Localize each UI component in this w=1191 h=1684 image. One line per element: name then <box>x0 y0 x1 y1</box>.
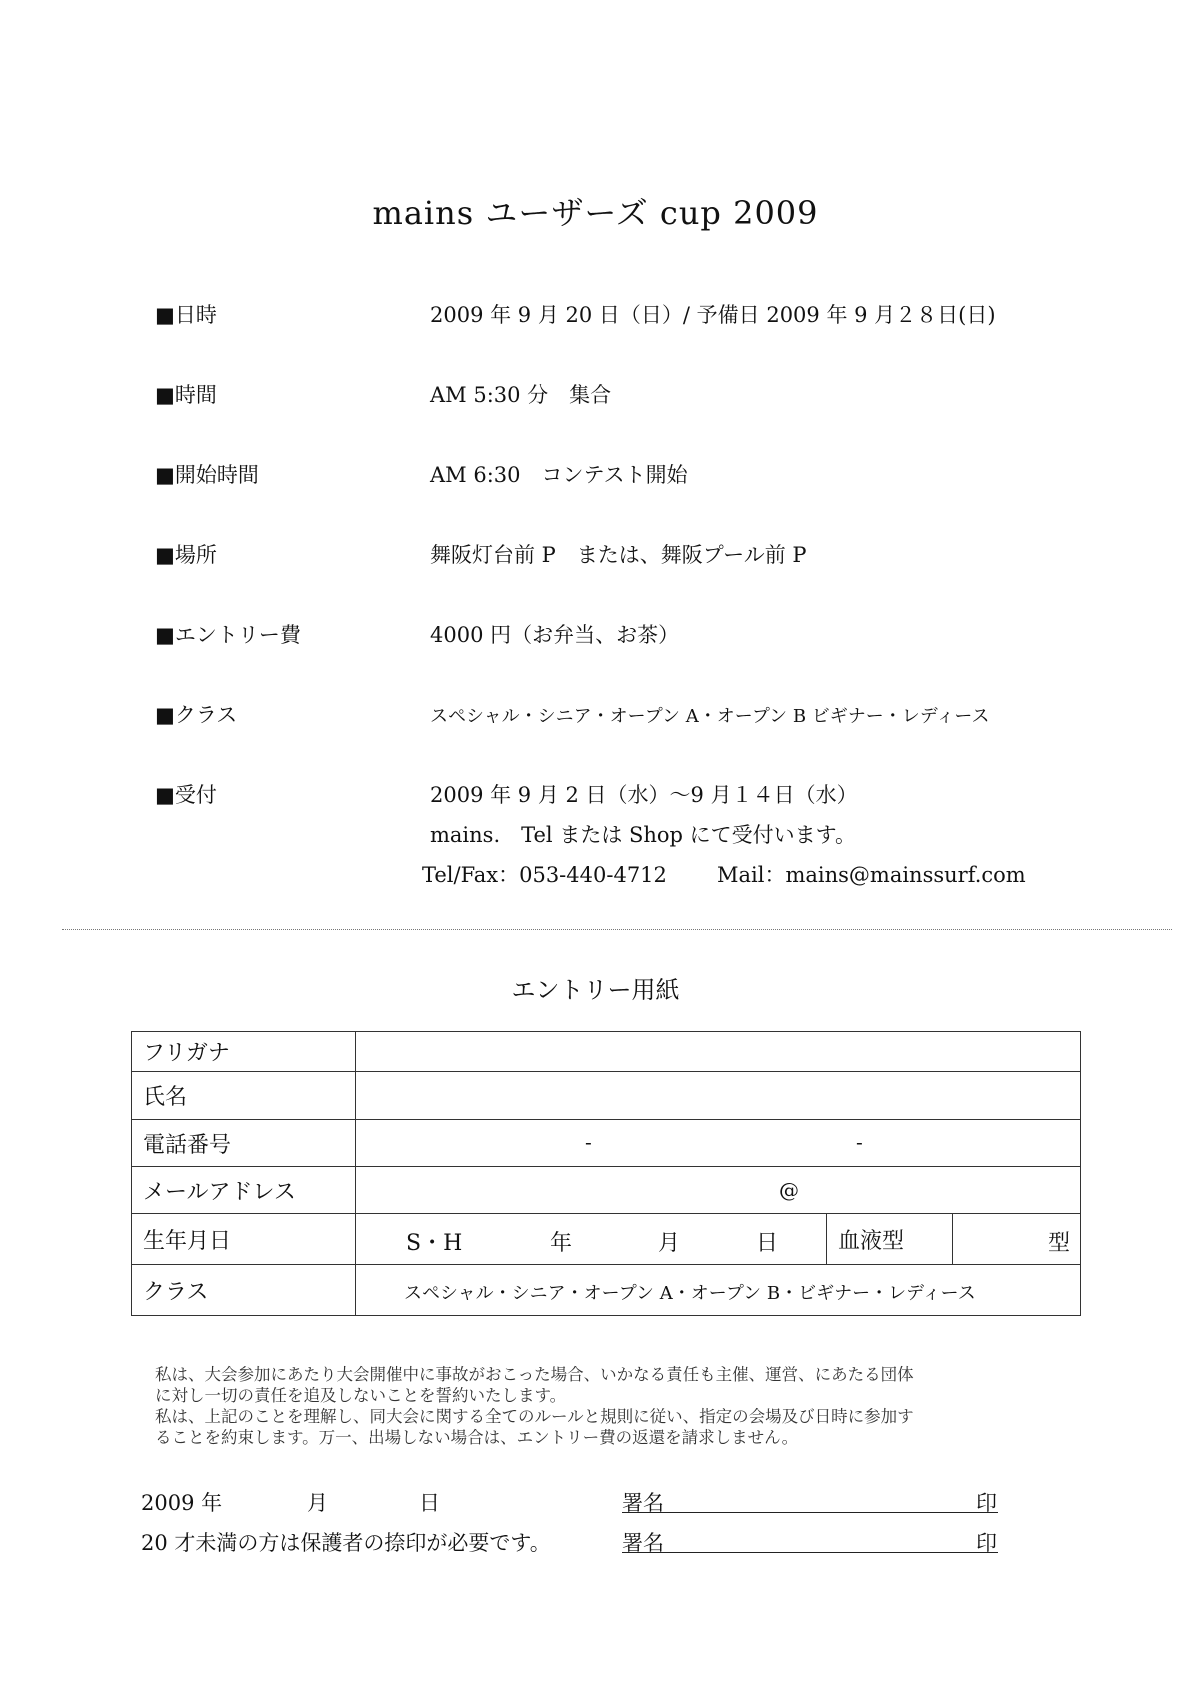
signature-line[interactable] <box>622 1512 998 1513</box>
table-row <box>132 1120 1081 1167</box>
email-at-sign: @ <box>779 1178 799 1202</box>
furigana-field[interactable] <box>356 1032 1081 1072</box>
era-label: S・H <box>406 1231 463 1256</box>
phone-field[interactable] <box>356 1120 1081 1167</box>
start-time-value: AM 6:30 コンテスト開始 <box>430 463 688 487</box>
name-label: 氏名 <box>132 1072 356 1120</box>
disclaimer-line: に対し一切の責任を追及しないことを誓約いたします。 <box>155 1386 567 1405</box>
footer-year: 2009 年 <box>141 1491 223 1515</box>
table-row <box>132 1167 1081 1214</box>
phone-separator: - <box>856 1130 863 1154</box>
time-label: ■時間 <box>155 383 217 407</box>
class-value: スペシャル・シニア・オープン A・オープン B ビギナー・レディース <box>430 706 990 727</box>
blood-type-label: 血液型 <box>827 1214 953 1265</box>
start-time-label: ■開始時間 <box>155 463 259 487</box>
birthdate-field[interactable] <box>356 1214 827 1265</box>
entry-fee-value: 4000 円（お弁当、お茶） <box>430 623 680 647</box>
table-row <box>132 1265 1081 1316</box>
class-label: ■クラス <box>155 703 238 727</box>
entry-form-table <box>131 1031 1081 1316</box>
disclaimer-line: 私は、上記のことを理解し、同大会に関する全てのルールと規則に従い、指定の会場及び日時に参加す <box>155 1407 914 1426</box>
reception-label: ■受付 <box>155 783 217 807</box>
guardian-seal-mark: 印 <box>976 1531 997 1555</box>
guardian-signature-label: 署名 <box>622 1531 664 1555</box>
month-label: 月 <box>658 1231 681 1256</box>
guardian-note: 20 才未満の方は保護者の捺印が必要です。 <box>141 1531 551 1555</box>
entry-form-title: エントリー用紙 <box>511 976 680 1004</box>
furigana-label: フリガナ <box>132 1032 356 1072</box>
class-options-field[interactable] <box>356 1265 1081 1316</box>
disclaimer-line: 私は、大会参加にあたり大会開催中に事故がおこった場合、いかなる責任も主催、運営、にあたる団体 <box>155 1365 914 1384</box>
place-value: 舞阪灯台前 P または、舞阪プール前 P <box>430 543 807 567</box>
cut-line-divider <box>62 929 1172 930</box>
table-row <box>132 1072 1081 1120</box>
blood-type-suffix: 型 <box>1047 1231 1070 1256</box>
footer-day: 日 <box>419 1491 440 1515</box>
disclaimer-line: ることを約束します。万一、出場しない場合は、エントリー費の返還を請求しません。 <box>155 1428 799 1447</box>
footer-month: 月 <box>307 1491 328 1515</box>
blood-type-field[interactable] <box>953 1214 1081 1265</box>
place-label: ■場所 <box>155 543 217 567</box>
time-value: AM 5:30 分 集合 <box>430 383 612 407</box>
phone-label: 電話番号 <box>132 1120 356 1167</box>
year-label: 年 <box>550 1231 573 1256</box>
phone-separator: - <box>585 1130 592 1154</box>
email-field[interactable] <box>356 1167 1081 1214</box>
date-label: ■日時 <box>155 303 217 327</box>
day-label: 日 <box>756 1231 779 1256</box>
class-options: スペシャル・シニア・オープン A・オープン B・ビギナー・レディース <box>404 1283 976 1304</box>
disclaimer-text <box>155 1364 914 1448</box>
reception-method: mains. Tel または Shop にて受付います。 <box>430 823 856 847</box>
table-row <box>132 1032 1081 1072</box>
birthdate-label: 生年月日 <box>132 1214 356 1265</box>
table-row <box>132 1214 1081 1265</box>
reception-value: 2009 年 9 月 2 日（水）～9 月１４日（水） <box>430 783 858 807</box>
page-title: mains ユーザーズ cup 2009 <box>372 194 819 232</box>
name-field[interactable] <box>356 1072 1081 1120</box>
entry-fee-label: ■エントリー費 <box>155 623 301 647</box>
signature-label: 署名 <box>622 1491 664 1515</box>
date-value: 2009 年 9 月 20 日（日）/ 予備日 2009 年 9 月２８日(日) <box>430 303 996 327</box>
contact-tel: Tel/Fax：053-440-4712 <box>422 863 667 887</box>
contact-mail: Mail：mains@mainssurf.com <box>717 863 1026 887</box>
guardian-signature-line[interactable] <box>622 1552 998 1553</box>
email-label: メールアドレス <box>132 1167 356 1214</box>
class-field-label: クラス <box>132 1265 356 1316</box>
seal-mark: 印 <box>976 1491 997 1515</box>
